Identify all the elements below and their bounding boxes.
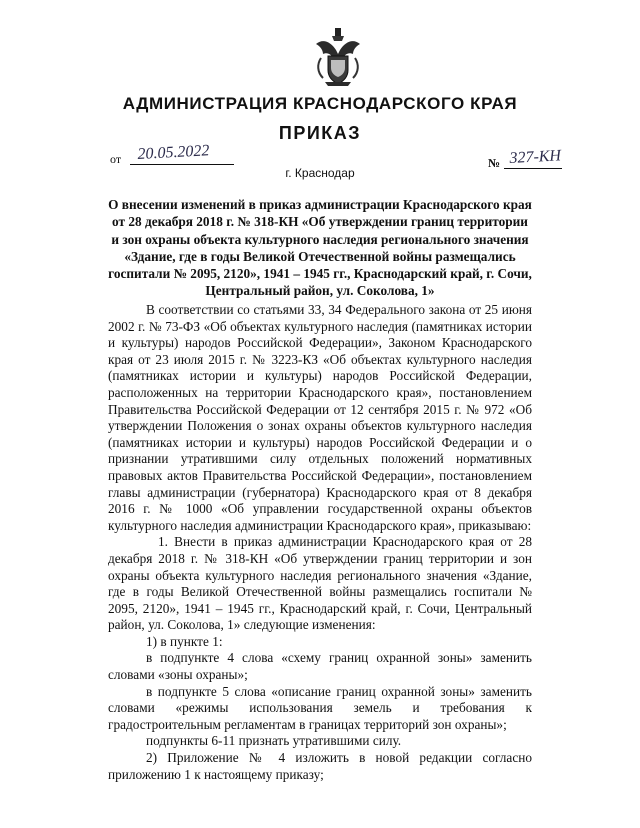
date-prefix: от xyxy=(110,152,122,166)
item-1-1c-paragraph: подпункты 6-11 признать утратившими силу. xyxy=(146,733,402,749)
handwritten-date: 20.05.2022 xyxy=(137,142,210,164)
document-subject: О внесении изменений в приказ администрации Краснодарского края от 28 декабря 2018 г. № 318-КН «Об утверждении границ территории и зон охраны объекта культурного наследия регионального значения «Здание, где в годы Великой Отечественной войны размещались госпитали № 2095, 2120», 1941 – 1945 гг., Краснодарский край, г. Сочи, Центральный район, ул. Соколова, 1» xyxy=(108,197,532,299)
coat-of-arms-icon xyxy=(313,28,363,90)
item-1-1b-paragraph: в подпункте 5 слова «описание границ охранной зоны» заменить словами «режимы использования земель и требования к градостроительным регламентам в границах территорий зон охраны»; xyxy=(108,683,532,732)
item-1-2-paragraph: 2) Приложение № 4 изложить в новой редакции согласно приложению 1 к настоящему приказу; xyxy=(108,750,532,782)
handwritten-number: 327-КН xyxy=(509,147,562,168)
document-body xyxy=(108,302,532,783)
city-label: г. Краснодар xyxy=(285,166,355,180)
number-prefix: № xyxy=(488,156,501,170)
number-field xyxy=(488,148,568,172)
item-1-1a-paragraph: в подпункте 4 слова «схему границ охранной зоны» заменить словами «зоны охраны»; xyxy=(108,650,532,683)
organization-title: АДМИНИСТРАЦИЯ КРАСНОДАРСКОГО КРАЯ xyxy=(122,94,518,113)
date-underline xyxy=(130,164,234,165)
document-type: ПРИКАЗ xyxy=(278,123,362,143)
item-1-paragraph: 1. Внести в приказ администрации Краснодарского края от 28 декабря 2018 г. № 318-КН «Об утверждении границ территории и зон охраны объекта культурного наследия регионального значения «Здание, где в годы Великой Отечественной войны размещались госпитали № 2095, 2120», 1941 – 1945 гг., Краснодарский край, г. Сочи, Центральный район, ул. Соколова, 1» следующие изменения: xyxy=(108,534,532,633)
preamble-paragraph: В соответствии со статьями 33, 34 Федерального закона от 25 июня 2002 г. № 73-ФЗ «Об объектах культурного наследия (памятниках истории и культуры) народов Российской Федерации», Законом Краснодарского края от 23 июля 2015 г. № 3223-КЗ «Об объектах культурного наследия (памятниках истории и культуры) народов Российской Федерации, расположенных на территории Краснодарского края», постановлением Правительства Российской Федерации от 12 сентября 2015 г. № 972 «Об утверждении Положения о зонах охраны объектов культурного наследия (памятниках истории и культуры) народов Российской Федерации и о признании утратившими силу отдельных положений нормативных правовых актов Правительства Российской Федерации», постановлением главы администрации (губернатора) Краснодарского края от 8 декабря 2016 г. № 1000 «Об управлении государственной охраны объектов культурного наследия администрации Краснодарского края», приказываю: xyxy=(108,302,532,533)
item-1-1-paragraph: 1) в пункте 1: xyxy=(146,633,223,649)
number-underline xyxy=(504,168,562,169)
